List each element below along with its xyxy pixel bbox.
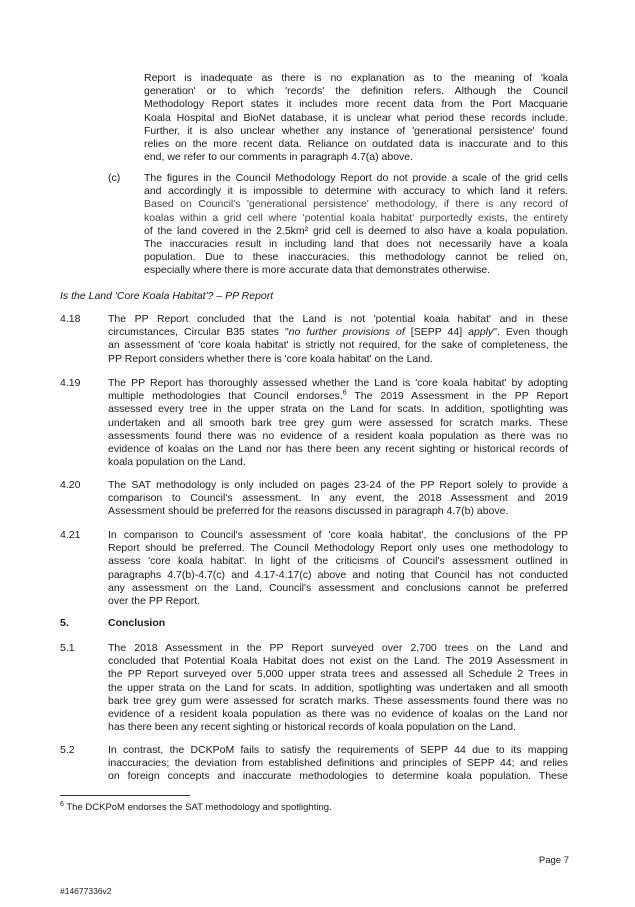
- footnote-mark: 6: [60, 800, 64, 808]
- paragraph-4-20: [108, 479, 568, 519]
- text-line: The figures in the Council Methodology Report do not provide a scale of the grid cells: [144, 172, 568, 184]
- italic-quote: no further provisions of: [288, 326, 405, 339]
- text-line: Based on Council's 'generational persistence' methodology, if there is any record of: [144, 198, 568, 211]
- paragraph-5-2: [108, 744, 568, 784]
- footnote: [60, 802, 332, 813]
- text-line: especially where there is more accurate data that demonstrates otherwise.: [144, 264, 491, 277]
- text-fragment: multiple methodologies that Council endorses.: [108, 390, 343, 403]
- paragraph-continuation: [144, 72, 568, 164]
- text-line: [108, 326, 568, 339]
- paragraph-4-21: [108, 529, 568, 608]
- text-line: assessed every tree in the upper strata on the Land for scats. In addition, spotlighting was: [108, 403, 568, 416]
- italic-quote: apply: [468, 326, 494, 339]
- text-line: Methodology Report states it includes more recent data from the Port Macquarie: [144, 98, 568, 111]
- text-line: evidence of koalas on the Land nor has there been any recent sighting or historical records of: [108, 443, 568, 456]
- text-fragment: [SEPP 44]: [404, 326, 469, 339]
- text-line: inaccuracies; the deviation from established definitions and principles of SEPP 44; and relies: [108, 757, 568, 770]
- text-line: paragraphs 4.7(b)-4.7(c) and 4.17-4.17(c) above and noting that Council has not conducted: [108, 568, 568, 581]
- text-line: The 2018 Assessment in the PP Report surveyed over 2,700 trees on the Land and: [108, 642, 568, 654]
- document-id: #14677336v2: [60, 886, 112, 896]
- text-line: the upper strata on the Land for scats. In addition, spotlighting was undertaken and all smooth: [108, 681, 568, 694]
- text-line: end, we refer to our comments in paragraph 4.7(a) above.: [144, 151, 414, 164]
- text-line: The PP Report has thoroughly assessed whether the Land is 'core koala habitat' by adopting: [108, 377, 568, 389]
- text-line: Assessment should be preferred for the reasons discussed in paragraph 4.7(b) above.: [108, 505, 509, 518]
- text-line: Report should be preferred. The Council Methodology Report only uses one methodology to: [108, 542, 568, 555]
- footnote-ref: 6: [342, 389, 347, 397]
- section-title: Conclusion: [108, 617, 166, 629]
- text-line: and accordingly it is impossible to determine with accuracy to which land it refers.: [144, 185, 568, 198]
- section-number: 5.: [60, 617, 69, 629]
- text-line: assess 'core koala habitat'. In light of the criticisms of Council's assessment outlined in: [108, 555, 568, 568]
- text-line: of the land covered in the 2.5km² grid cell is deemed to also have a koala population.: [144, 224, 568, 237]
- text-line: koalas within a grid cell where 'potential koala habitat' purportedly exists, the entirety: [144, 211, 568, 224]
- footnote-text: The DCKPoM endorses the SAT methodology and spotlighting.: [63, 802, 332, 813]
- text-line: The inaccuracies result in including land that does not necessarily have a koala: [144, 238, 568, 251]
- text-line: concluded that Potential Koala Habitat does not exist on the Land. The 2019 Assessment in: [108, 655, 568, 668]
- paragraph-4-18: [108, 313, 568, 366]
- para-number: 5.2: [60, 744, 75, 756]
- paragraph-5-1: [108, 642, 568, 734]
- page-number: Page 7: [538, 855, 569, 866]
- footnote-divider: [60, 795, 190, 796]
- text-line: koala population on the Land.: [108, 456, 246, 469]
- text-line: any assessment on the Land, Council's assessment and conclusions cannot be preferred: [108, 581, 568, 594]
- para-number: 4.18: [60, 313, 81, 325]
- paragraph-c: [144, 172, 568, 278]
- text-line: Koala Hospital and BioNet database, it is unclear what period these records include.: [144, 111, 568, 124]
- text-line: [108, 390, 568, 403]
- para-number: 4.21: [60, 529, 81, 541]
- text-line: bark tree grey gum were assessed for scratch marks. These assessments found there was no: [108, 694, 568, 707]
- text-line: The PP Report concluded that the Land is not 'potential koala habitat' and in these: [108, 313, 568, 325]
- text-line: an assessment of 'core koala habitat' is strictly not required, for the sake of completeness, the: [108, 339, 568, 352]
- text-line: Further, it is also unclear whether any instance of 'generational persistence' found: [144, 124, 568, 137]
- text-line: over the PP Report.: [108, 595, 201, 608]
- text-line: Report is inadequate as there is no explanation as to the meaning of 'koala: [144, 72, 568, 84]
- text-fragment: ". Even though: [493, 326, 568, 339]
- text-line: on foreign concepts and inaccurate methodologies to determine koala population. These: [108, 770, 568, 783]
- text-line: comparison to Council's assessment. In any event, the 2018 Assessment and 2019: [108, 492, 568, 505]
- text-line: has there been any recent sighting or historical records of koala population on the Land.: [108, 721, 517, 734]
- para-number: 4.20: [60, 479, 81, 491]
- text-line: undertaken and all smooth bark tree grey gum were assessed for scratch marks. These: [108, 416, 568, 429]
- text-line: relies on the more recent data. Reliance on outdated data is inaccurate and to this: [144, 138, 568, 151]
- text-line: assessments found there was no evidence of a resident koala population as there was no: [108, 429, 568, 442]
- text-line: The SAT methodology is only included on pages 23-24 of the PP Report solely to provide a: [108, 479, 568, 491]
- text-fragment: The 2019 Assessment in the PP Report: [346, 390, 569, 403]
- section-subheading: Is the Land 'Core Koala Habitat'? – PP Report: [60, 290, 274, 302]
- text-line: In comparison to Council's assessment of 'core koala habitat', the conclusions of the PP: [108, 529, 568, 541]
- text-line: PP Report considers whether there is 'core koala habitat' on the Land.: [108, 352, 433, 365]
- text-fragment: circumstances, Circular B35 states ": [108, 326, 289, 339]
- text-line: evidence of a resident koala population as there was no evidence of koalas on the Land nor: [108, 708, 568, 721]
- text-line: In contrast, the DCKPoM fails to satisfy the requirements of SEPP 44 due to its mapping: [108, 744, 568, 756]
- text-line: population. Due to these inaccuracies, this methodology cannot be relied on,: [144, 251, 568, 264]
- para-c-label: (c): [108, 172, 121, 184]
- text-line: generation' or to which 'records' the definition refers. Although the Council: [144, 85, 568, 98]
- text-line: the PP Report surveyed over 5,000 upper strata trees and assessed all Schedule 2 Trees in: [108, 668, 568, 681]
- para-number: 4.19: [60, 377, 81, 389]
- paragraph-4-19: [108, 377, 568, 469]
- para-number: 5.1: [60, 642, 75, 654]
